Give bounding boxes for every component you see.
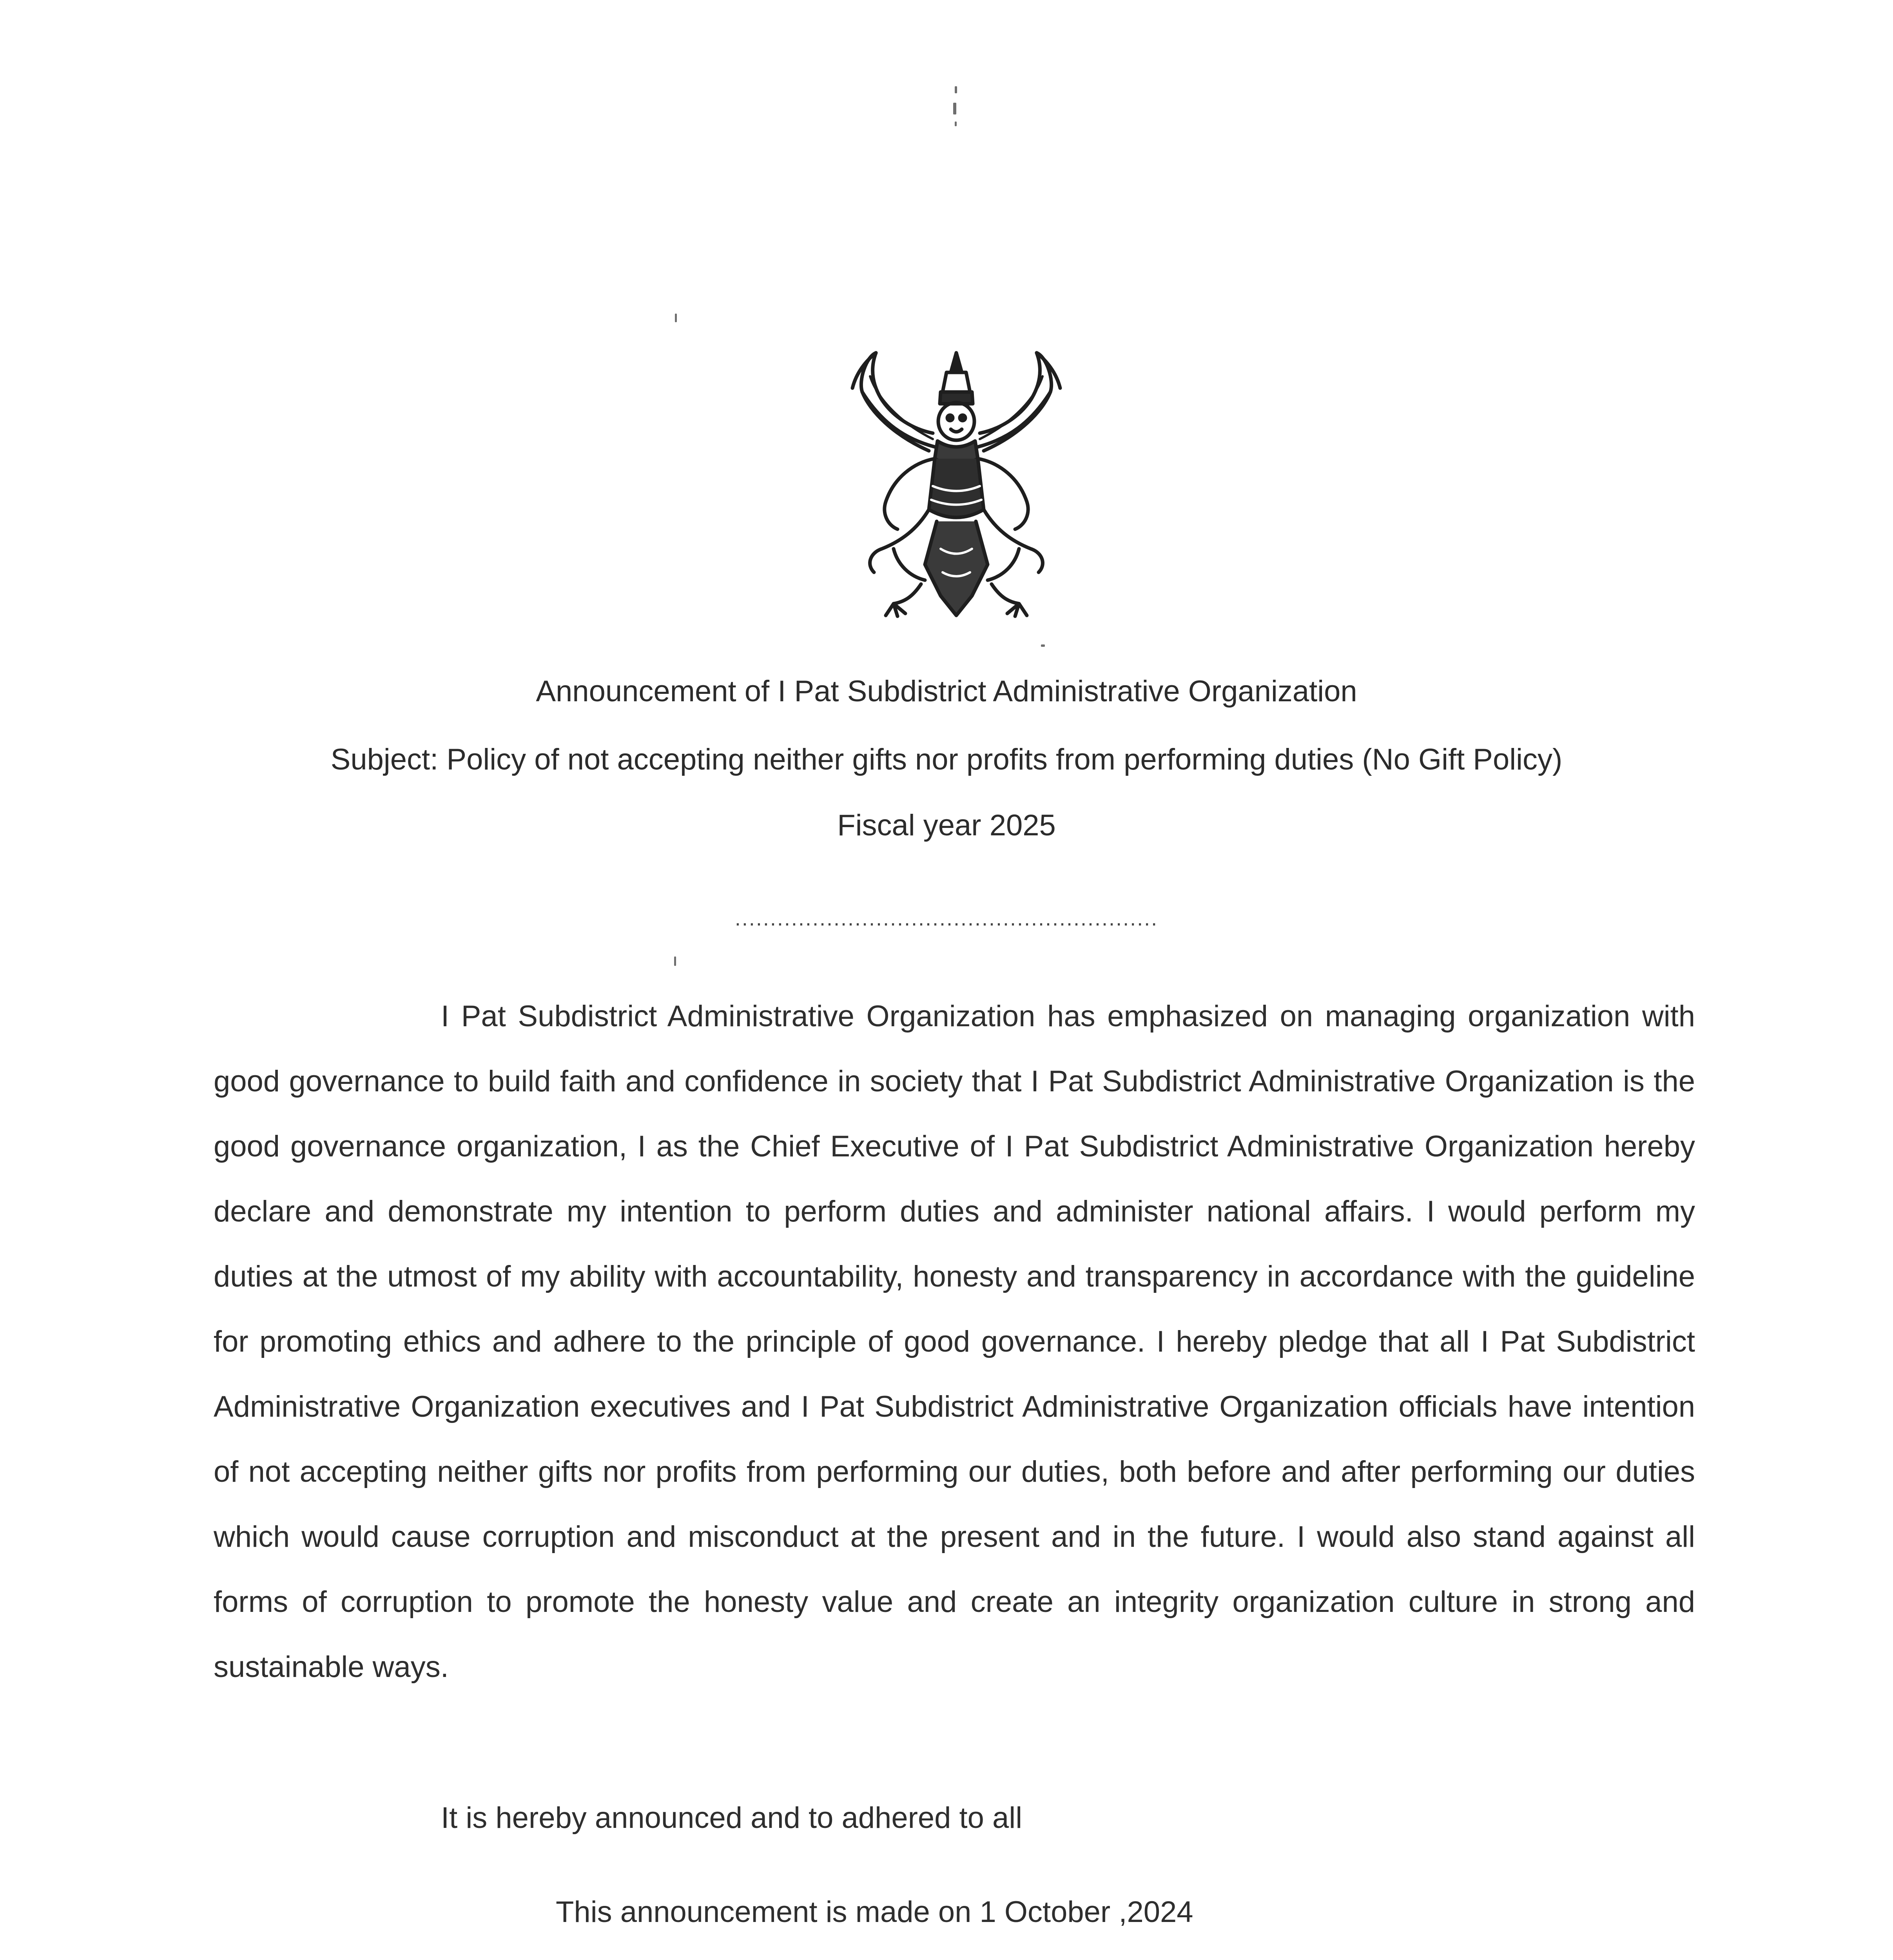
scan-speck [674, 956, 676, 966]
garuda-emblem-icon [835, 345, 1078, 619]
fiscal-year: Fiscal year 2025 [837, 809, 1056, 842]
announcement-date: This announcement is made on 1 October ,2024 [556, 1895, 1193, 1929]
announcement-title: Announcement of I Pat Subdistrict Administrative Organization [536, 675, 1357, 708]
announcement-closing: It is hereby announced and to adhered to all [441, 1801, 1023, 1835]
dotted-separator: ............................................................ [734, 907, 1159, 930]
scan-speck [675, 314, 677, 322]
announcement-subject: Subject: Policy of not accepting neither gifts nor profits from performing duties (No Gift Policy) [330, 743, 1563, 776]
scan-speck [1041, 644, 1045, 647]
scan-speck [955, 122, 957, 126]
scan-speck [953, 103, 956, 114]
policy-paragraph: I Pat Subdistrict Administrative Organization has emphasized on managing organization with good governance to build faith and confidence in society that I Pat Subdistrict Administrative Organization is the good governance organization, I as the Chief Executive of I Pat Subdistrict Administrative Organization hereby declare and demonstrate my intention to perform duties and administer national affairs. I would perform my duties at the utmost of my ability with accountability, honesty and transparency in accordance with the guideline for promoting ethics and adhere to the principle of good governance. I hereby pledge that all I Pat Subdistrict Administrative Organization executives and I Pat Subdistrict Administrative Organization officials have intention of not accepting neither gifts nor profits from performing our duties, both before and after performing our duties which would cause corruption and misconduct at the present and in the future. I would also stand against all forms of corruption to promote the honesty value and create an integrity organization culture in strong and sustainable ways. [214, 1000, 1695, 1684]
handwritten-signature [713, 1929, 1654, 1960]
scan-speck [955, 86, 957, 93]
